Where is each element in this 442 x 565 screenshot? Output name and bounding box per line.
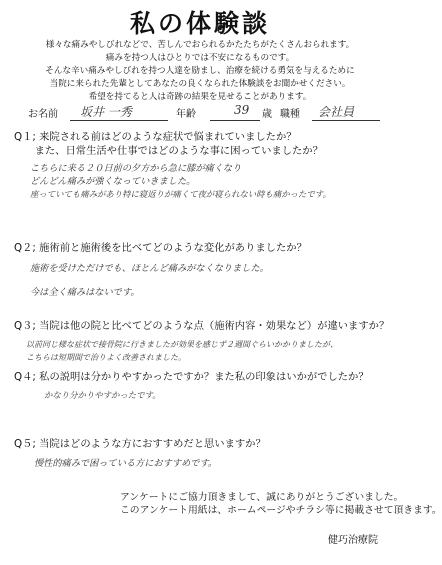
footer-line: このアンケート用紙は、ホームページやチラシ等に掲載させて頂きます。	[120, 504, 442, 516]
page-title: 私の体験談	[129, 9, 270, 38]
answer-3	[26, 338, 386, 364]
answer-line: 慢性的痛みで困っている方におすすめです。	[34, 458, 218, 469]
intro-line: 希望を持てると人は奇跡の結果を見せることがあります。	[88, 92, 312, 102]
answer-2	[30, 262, 390, 299]
age-label: 年齢	[176, 109, 196, 120]
question-text: Q４; 私の説明は分かりやすかったですか？また私の印象はいかがでしたか？	[14, 371, 369, 383]
question-4	[14, 370, 386, 384]
footer-text	[120, 492, 442, 517]
question-2	[14, 241, 386, 255]
footer-line: アンケートにご協力頂きまして、誠にありがとうございました。	[120, 492, 404, 503]
question-3	[14, 319, 390, 333]
answer-line: 今は全く痛みはないです。	[30, 287, 140, 298]
age-unit: 歳	[262, 109, 272, 120]
intro-line: そんな辛い痛みやしびれを持つ人達を励まし、治療を続ける勇気を与えるために	[45, 66, 355, 76]
question-1	[14, 130, 386, 158]
name-underline	[70, 120, 168, 121]
answer-1	[30, 162, 390, 201]
intro-line: 痛みを持つ人はひとりでは不安になるものです。	[105, 53, 295, 63]
job-value: 会社員	[318, 105, 355, 119]
clinic-name: 健巧治療院	[328, 535, 378, 546]
answer-line: こちらに来る２０日前の夕方から急に膝が痛くなり	[30, 163, 242, 174]
job-underline	[312, 120, 380, 121]
job-label: 職種	[280, 109, 300, 120]
answer-line: こちらは短期間で治りよく改善されました。	[26, 353, 186, 362]
answer-line: 座っていても痛みがあり特に寝返りが痛くて夜が寝られない時も痛かったです。	[30, 189, 331, 199]
intro-text	[18, 39, 382, 104]
intro-line: 当院に来られた先輩としてあなたの良くなられた体験談をお聞かせください。	[49, 79, 351, 89]
age-underline	[210, 120, 260, 121]
name-label: お名前	[28, 109, 58, 120]
question-text: Q３; 当院は他の院と比べてどのような点（施術内容・効果など）が違いますか？	[14, 320, 390, 332]
answer-line: どんどん痛みが強くなっていきました。	[30, 176, 196, 187]
answer-line: 施術を受けただけでも、ほとんど痛みがなくなりました。	[30, 263, 269, 274]
age-value: 39	[234, 103, 250, 117]
answer-5	[34, 457, 394, 470]
personal-info-row	[16, 100, 388, 126]
answer-line: 以前同じ様な症状で接骨院に行きましたが効果を感じず２週間ぐらいかかりましたが、	[26, 340, 338, 349]
answer-4	[44, 389, 404, 402]
question-text: Q２; 施術前と施術後を比べてどのような変化がありましたか？	[14, 242, 307, 254]
intro-line: 様々な痛みやしびれなどで、苦しんでおられるかたたちがたくさんおられます。	[45, 40, 355, 50]
question-text: また、日常生活や仕事ではどのような事に困っていましたか？	[14, 145, 323, 157]
question-text: Q５; 当院はどのような方におすすめだと思いますか？	[14, 438, 266, 450]
answer-line: かなり分かりやすかったです。	[44, 390, 161, 400]
answer-line	[30, 275, 390, 286]
question-5	[14, 437, 386, 451]
question-text: Q１; 来院される前はどのような症状で悩まれていましたか？	[14, 131, 297, 143]
name-value: 坂井 一秀	[80, 105, 132, 119]
